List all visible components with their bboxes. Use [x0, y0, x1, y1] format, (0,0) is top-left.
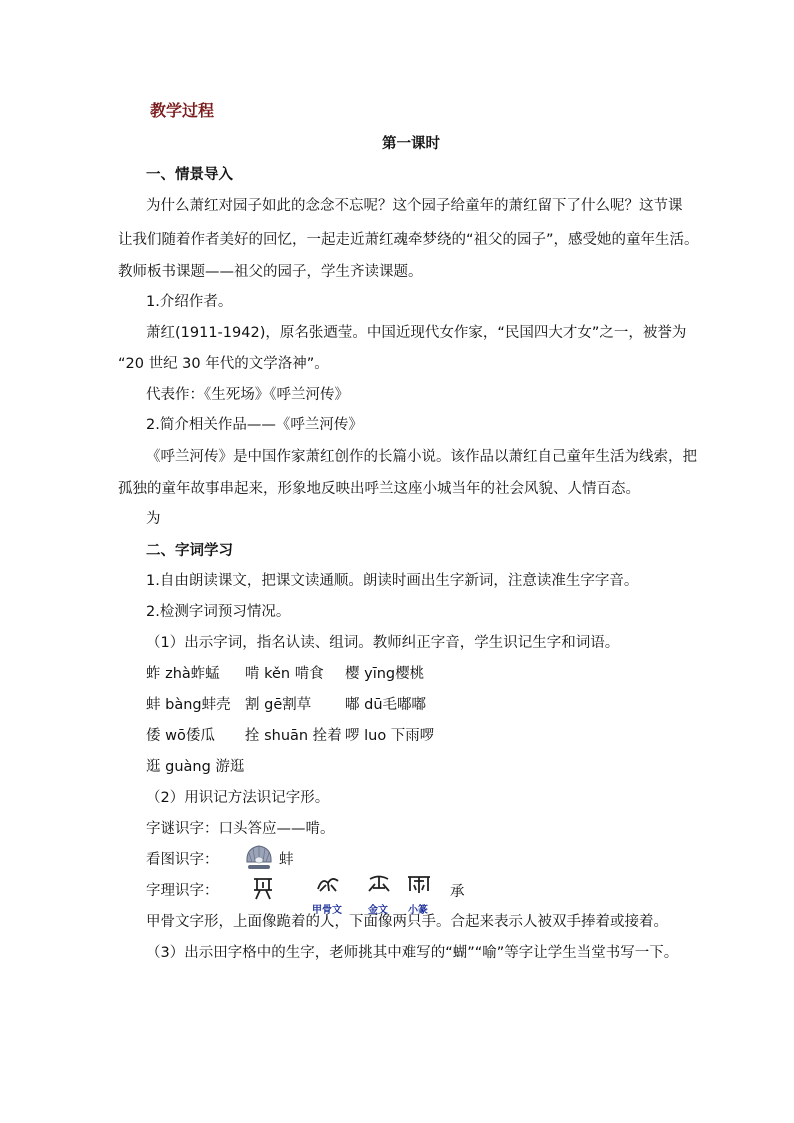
vocab-item: 割 gē割草 [245, 697, 312, 713]
vocab-item: 蚱 zhà蚱蜢 [146, 666, 220, 682]
step-check-preview: 2.检测字词预习情况。 [146, 604, 291, 620]
clam-shell-picture [244, 843, 274, 871]
logic-label: 字理识字： [146, 883, 219, 899]
logic-character: 承 [450, 884, 465, 900]
representative-works: 代表作：《生死场》《呼兰河传》 [146, 387, 349, 403]
riddle-line: 字谜识字：口头答应——啃。 [146, 821, 335, 837]
substep-memorize-shapes: （2）用识记方法识记字形。 [146, 790, 330, 806]
caption-seal: 小篆 [408, 905, 428, 916]
step-read-aloud: 1.自由朗读课文，把课文读通顺。朗读时画出生字新词，注意读准生字字音。 [146, 573, 639, 589]
picture-label: 看图识字： [146, 852, 219, 868]
vocab-item: 倭 wō倭瓜 [146, 728, 215, 744]
heading-part2: 二、字词学习 [146, 543, 233, 559]
author-line-2: “20 世纪 30 年代的文学洛神”。 [118, 356, 329, 372]
vocab-item: 嘟 dū毛嘟嘟 [345, 697, 427, 713]
oracle-bone-glyph-icon [248, 876, 278, 902]
book-line-2: 孤独的童年故事串起来，形象地反映出呼兰这座小城当年的社会风貌、人情百态。 [118, 481, 640, 497]
small-seal-glyph-icon [404, 873, 434, 895]
intro-line-2: 让我们随着作者美好的回忆，一起走近萧红魂牵梦绕的“祖父的园子”，感受她的童年生活。 [118, 232, 699, 248]
item-introduce-work: 2.简介相关作品——《呼兰河传》 [146, 417, 363, 433]
item-introduce-author: 1.介绍作者。 [146, 294, 233, 310]
vocab-item: 啰 luo 下雨啰 [345, 728, 435, 744]
heading-part1: 一、情景导入 [146, 167, 233, 183]
vocab-item: 逛 guàng 游逛 [146, 759, 245, 775]
book-line-1: 《呼兰河传》是中国作家萧红创作的长篇小说。该作品以萧红自己童年生活为线索，把 [146, 449, 697, 465]
vocab-item: 啃 kěn 啃食 [245, 666, 324, 682]
oracle-explanation: 甲骨文字形，上面像跪着的人，下面像两只手。合起来表示人被双手捧着或接着。 [146, 914, 668, 930]
bronze-script-glyph-icon [314, 873, 344, 895]
author-line-1: 萧红(1911-1942)，原名张迺莹。中国近现代女作家，“民国四大才女”之一，被誉为 [146, 325, 687, 341]
intro-line-3: 教师板书课题——祖父的园子，学生齐读课题。 [118, 264, 423, 280]
intro-line-1: 为什么萧红对园子如此的念念不忘呢？这个园子给童年的萧红留下了什么呢？这节课 [146, 198, 683, 214]
substep-show-words: （1）出示字词，指名认读、组词。教师纠正字音，学生识记生字和词语。 [146, 635, 620, 651]
section-label: 教学过程 [150, 101, 215, 120]
vocab-item: 蚌 bàng蚌壳 [146, 697, 231, 713]
caption-bronze: 金文 [368, 905, 388, 916]
vocab-item: 樱 yīng樱桃 [345, 666, 425, 682]
vocab-item: 拴 shuān 拴着 [245, 728, 342, 744]
lesson-title: 第一课时 [382, 136, 440, 152]
stray-character: 为 [146, 511, 161, 527]
seal-script-glyph-icon [364, 873, 394, 895]
caption-oracle-bone: 甲骨文 [312, 905, 342, 916]
substep-grid-writing: （3）出示田字格中的生字，老师挑其中难写的“蝴”“喻”等字让学生当堂书写一下。 [146, 945, 679, 961]
picture-character: 蚌 [279, 852, 294, 868]
